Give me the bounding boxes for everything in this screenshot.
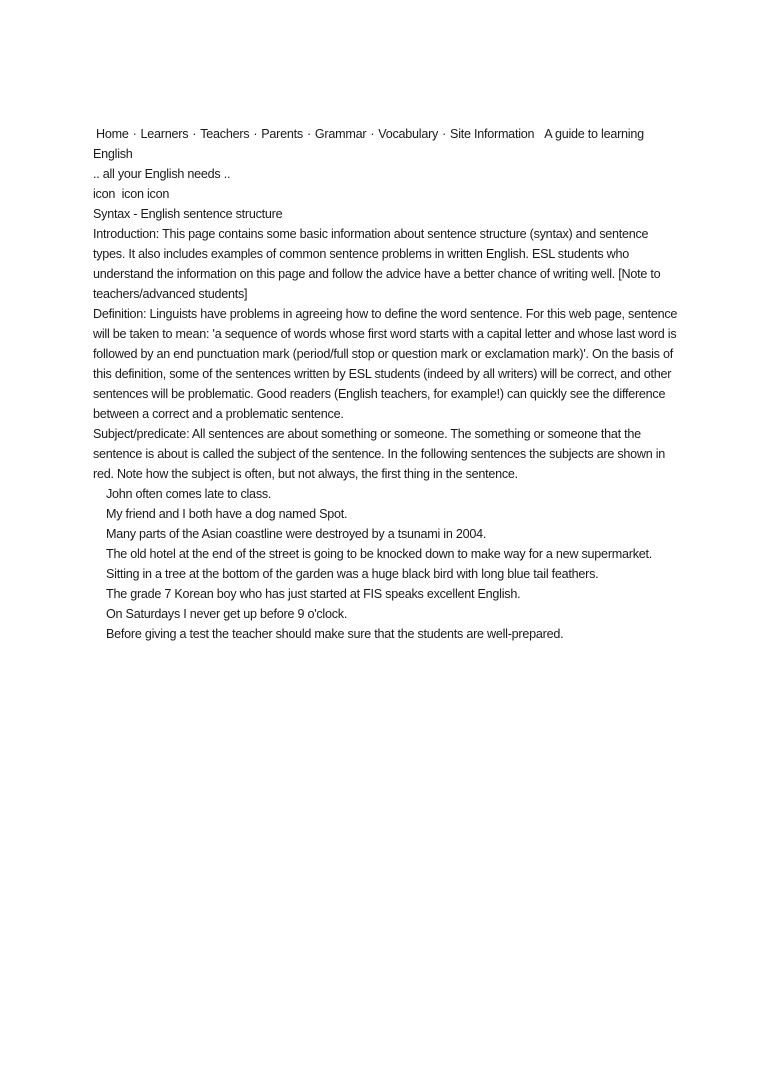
document-page <box>93 124 678 644</box>
nav-separator: · <box>132 127 137 141</box>
subject-predicate-paragraph: Subject/predicate: All sentences are about something or someone. The something or someone that the sentence is about is called the subject of the sentence. In the following sentences the subjects are shown in red. Note how the subject is often, but not always, the first thing in the sentence. <box>93 427 666 481</box>
site-guide-text: A guide to learning English <box>93 127 644 161</box>
definition-paragraph: Definition: Linguists have problems in agreeing how to define the word sentence. For this web page, sentence will be taken to mean: 'a sequence of words whose first word starts with a capital letter and whose last word is followed by an end punctuation mark (period/full stop or question mark or exclamation mark)'. On the basis of this definition, some of the sentences written by ESL students (indeed by all writers) will be correct, and other sentences will be problematic. Good readers (English teachers, for example!) can quickly see the difference between a correct and a problematic sentence. <box>93 307 678 421</box>
nav-home-link[interactable]: Home <box>96 127 129 141</box>
icon-row <box>93 184 678 204</box>
nav-separator: · <box>370 127 375 141</box>
icon-placeholder-3[interactable]: icon <box>146 187 170 201</box>
nav-teachers-link[interactable]: Teachers <box>200 127 250 141</box>
example-sentence: Many parts of the Asian coastline were destroyed by a tsunami in 2004. <box>106 527 487 541</box>
icon-placeholder-1[interactable]: icon <box>93 187 116 201</box>
site-tagline: .. all your English needs .. <box>93 167 231 181</box>
site-nav <box>93 124 678 164</box>
example-sentence: The grade 7 Korean boy who has just started at FIS speaks excellent English. <box>106 587 521 601</box>
nav-learners-link[interactable]: Learners <box>140 127 189 141</box>
nav-parents-link[interactable]: Parents <box>261 127 303 141</box>
nav-separator: · <box>253 127 258 141</box>
example-sentence: My friend and I both have a dog named Spot. <box>106 507 348 521</box>
nav-grammar-link[interactable]: Grammar <box>314 127 367 141</box>
teacher-note-link[interactable]: [Note to teachers/advanced students] <box>93 267 661 301</box>
example-sentence: On Saturdays I never get up before 9 o'clock. <box>106 607 348 621</box>
example-sentence: Before giving a test the teacher should make sure that the students are well-prepared. <box>106 627 564 641</box>
nav-site-information-link[interactable]: Site Information <box>450 127 535 141</box>
nav-separator: · <box>192 127 197 141</box>
nav-vocabulary-link[interactable]: Vocabulary <box>378 127 439 141</box>
example-sentence: The old hotel at the end of the street is going to be knocked down to make way for a new supermarket. <box>106 547 652 561</box>
page-title: Syntax - English sentence structure <box>93 207 283 221</box>
nav-separator: · <box>306 127 311 141</box>
nav-separator: · <box>442 127 447 141</box>
example-sentence: Sitting in a tree at the bottom of the garden was a huge black bird with long blue tail feathers. <box>106 567 599 581</box>
icon-placeholder-2[interactable]: icon <box>121 187 144 201</box>
example-sentence: John often comes late to class. <box>106 487 272 501</box>
intro-text: Introduction: This page contains some basic information about sentence structure (syntax) and sentence types. It also includes examples of common sentence problems in written English. ESL students who understand the information on this page and follow the advice have a better chance of writing well. <box>93 227 649 281</box>
intro-paragraph <box>93 224 678 304</box>
